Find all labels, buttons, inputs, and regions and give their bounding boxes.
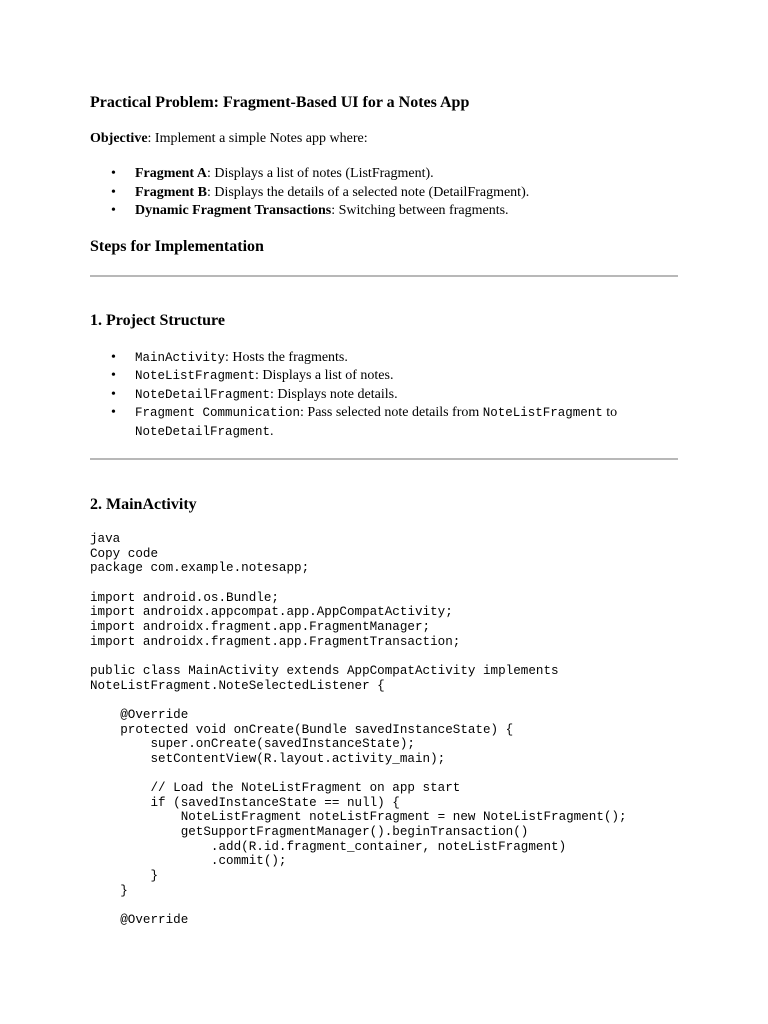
code-line: NoteListFragment.NoteSelectedListener {: [90, 678, 385, 693]
list-item: [135, 165, 678, 184]
code-line: .add(R.id.fragment_container, noteListFragment): [90, 839, 567, 854]
divider: [90, 458, 678, 460]
objective-paragraph: [90, 130, 678, 148]
objective-text: : Implement a simple Notes app where:: [147, 131, 368, 146]
list-item-text: .: [270, 423, 274, 439]
list-item-bold: Fragment B: [135, 184, 207, 200]
inline-code: NoteListFragment: [482, 406, 603, 420]
code-line: super.onCreate(savedInstanceState);: [90, 737, 415, 752]
page-title: Practical Problem: Fragment-Based UI for a Notes App: [90, 94, 470, 111]
list-item-text: : Pass selected note details from: [300, 405, 483, 420]
code-block: [90, 532, 678, 928]
code-line: import androidx.fragment.app.FragmentManager;: [90, 619, 431, 634]
inline-code: MainActivity: [135, 350, 226, 365]
code-line: protected void onCreate(Bundle savedInstanceState) {: [90, 722, 514, 737]
list-item-bold: Dynamic Fragment Transactions: [135, 203, 332, 218]
list-item: [135, 404, 678, 441]
code-line: import androidx.appcompat.app.AppCompatActivity;: [90, 605, 453, 620]
divider: [90, 275, 678, 277]
code-line: public class MainActivity extends AppCompatActivity implements: [90, 663, 559, 678]
list-item-text: : Switching between fragments.: [331, 203, 509, 218]
list-item: [135, 386, 678, 405]
code-line: NoteListFragment noteListFragment = new NoteListFragment();: [90, 810, 627, 825]
code-line: setContentView(R.layout.activity_main);: [90, 751, 446, 766]
code-line: getSupportFragmentManager().beginTransaction(): [90, 825, 529, 840]
list-item-text: : Hosts the fragments.: [225, 349, 348, 365]
section2-heading: 2. MainActivity: [90, 496, 197, 513]
code-line: import android.os.Bundle;: [90, 590, 279, 605]
list-item: [135, 367, 678, 386]
list-item-text: to: [602, 405, 618, 420]
section1-heading: 1. Project Structure: [90, 311, 225, 329]
list-item-text: : Displays the details of a selected note (DetailFragment).: [206, 184, 530, 200]
list-item: [135, 349, 678, 368]
code-line: }: [90, 883, 128, 898]
list-item: [135, 184, 678, 203]
list-item-text: : Displays a list of notes (ListFragment).: [206, 166, 434, 181]
steps-heading: Steps for Implementation: [90, 237, 264, 255]
objective-list: [90, 165, 678, 221]
list-item-text: : Displays note details.: [270, 386, 398, 402]
code-line: @Override: [90, 707, 189, 722]
code-line: if (savedInstanceState == null) {: [90, 795, 400, 810]
inline-code: Fragment Communication: [135, 406, 301, 420]
code-line: .commit();: [90, 854, 287, 869]
inline-code: NoteDetailFragment: [135, 424, 271, 439]
code-line: import androidx.fragment.app.FragmentTransaction;: [90, 634, 461, 649]
inline-code: NoteDetailFragment: [135, 387, 271, 402]
list-item-text: : Displays a list of notes.: [255, 368, 394, 383]
inline-code: NoteListFragment: [135, 369, 256, 383]
objective-label: Objective: [90, 131, 148, 146]
code-line: // Load the NoteListFragment on app start: [90, 781, 461, 796]
code-line: java: [90, 532, 121, 546]
code-line: Copy code: [90, 546, 159, 561]
list-item-bold: Fragment A: [135, 166, 207, 181]
code-line: @Override: [90, 913, 189, 928]
list-item: [135, 202, 678, 221]
project-structure-list: [90, 349, 678, 442]
code-line: package com.example.notesapp;: [90, 561, 310, 576]
code-line: }: [90, 869, 159, 884]
document-content: [90, 92, 678, 928]
